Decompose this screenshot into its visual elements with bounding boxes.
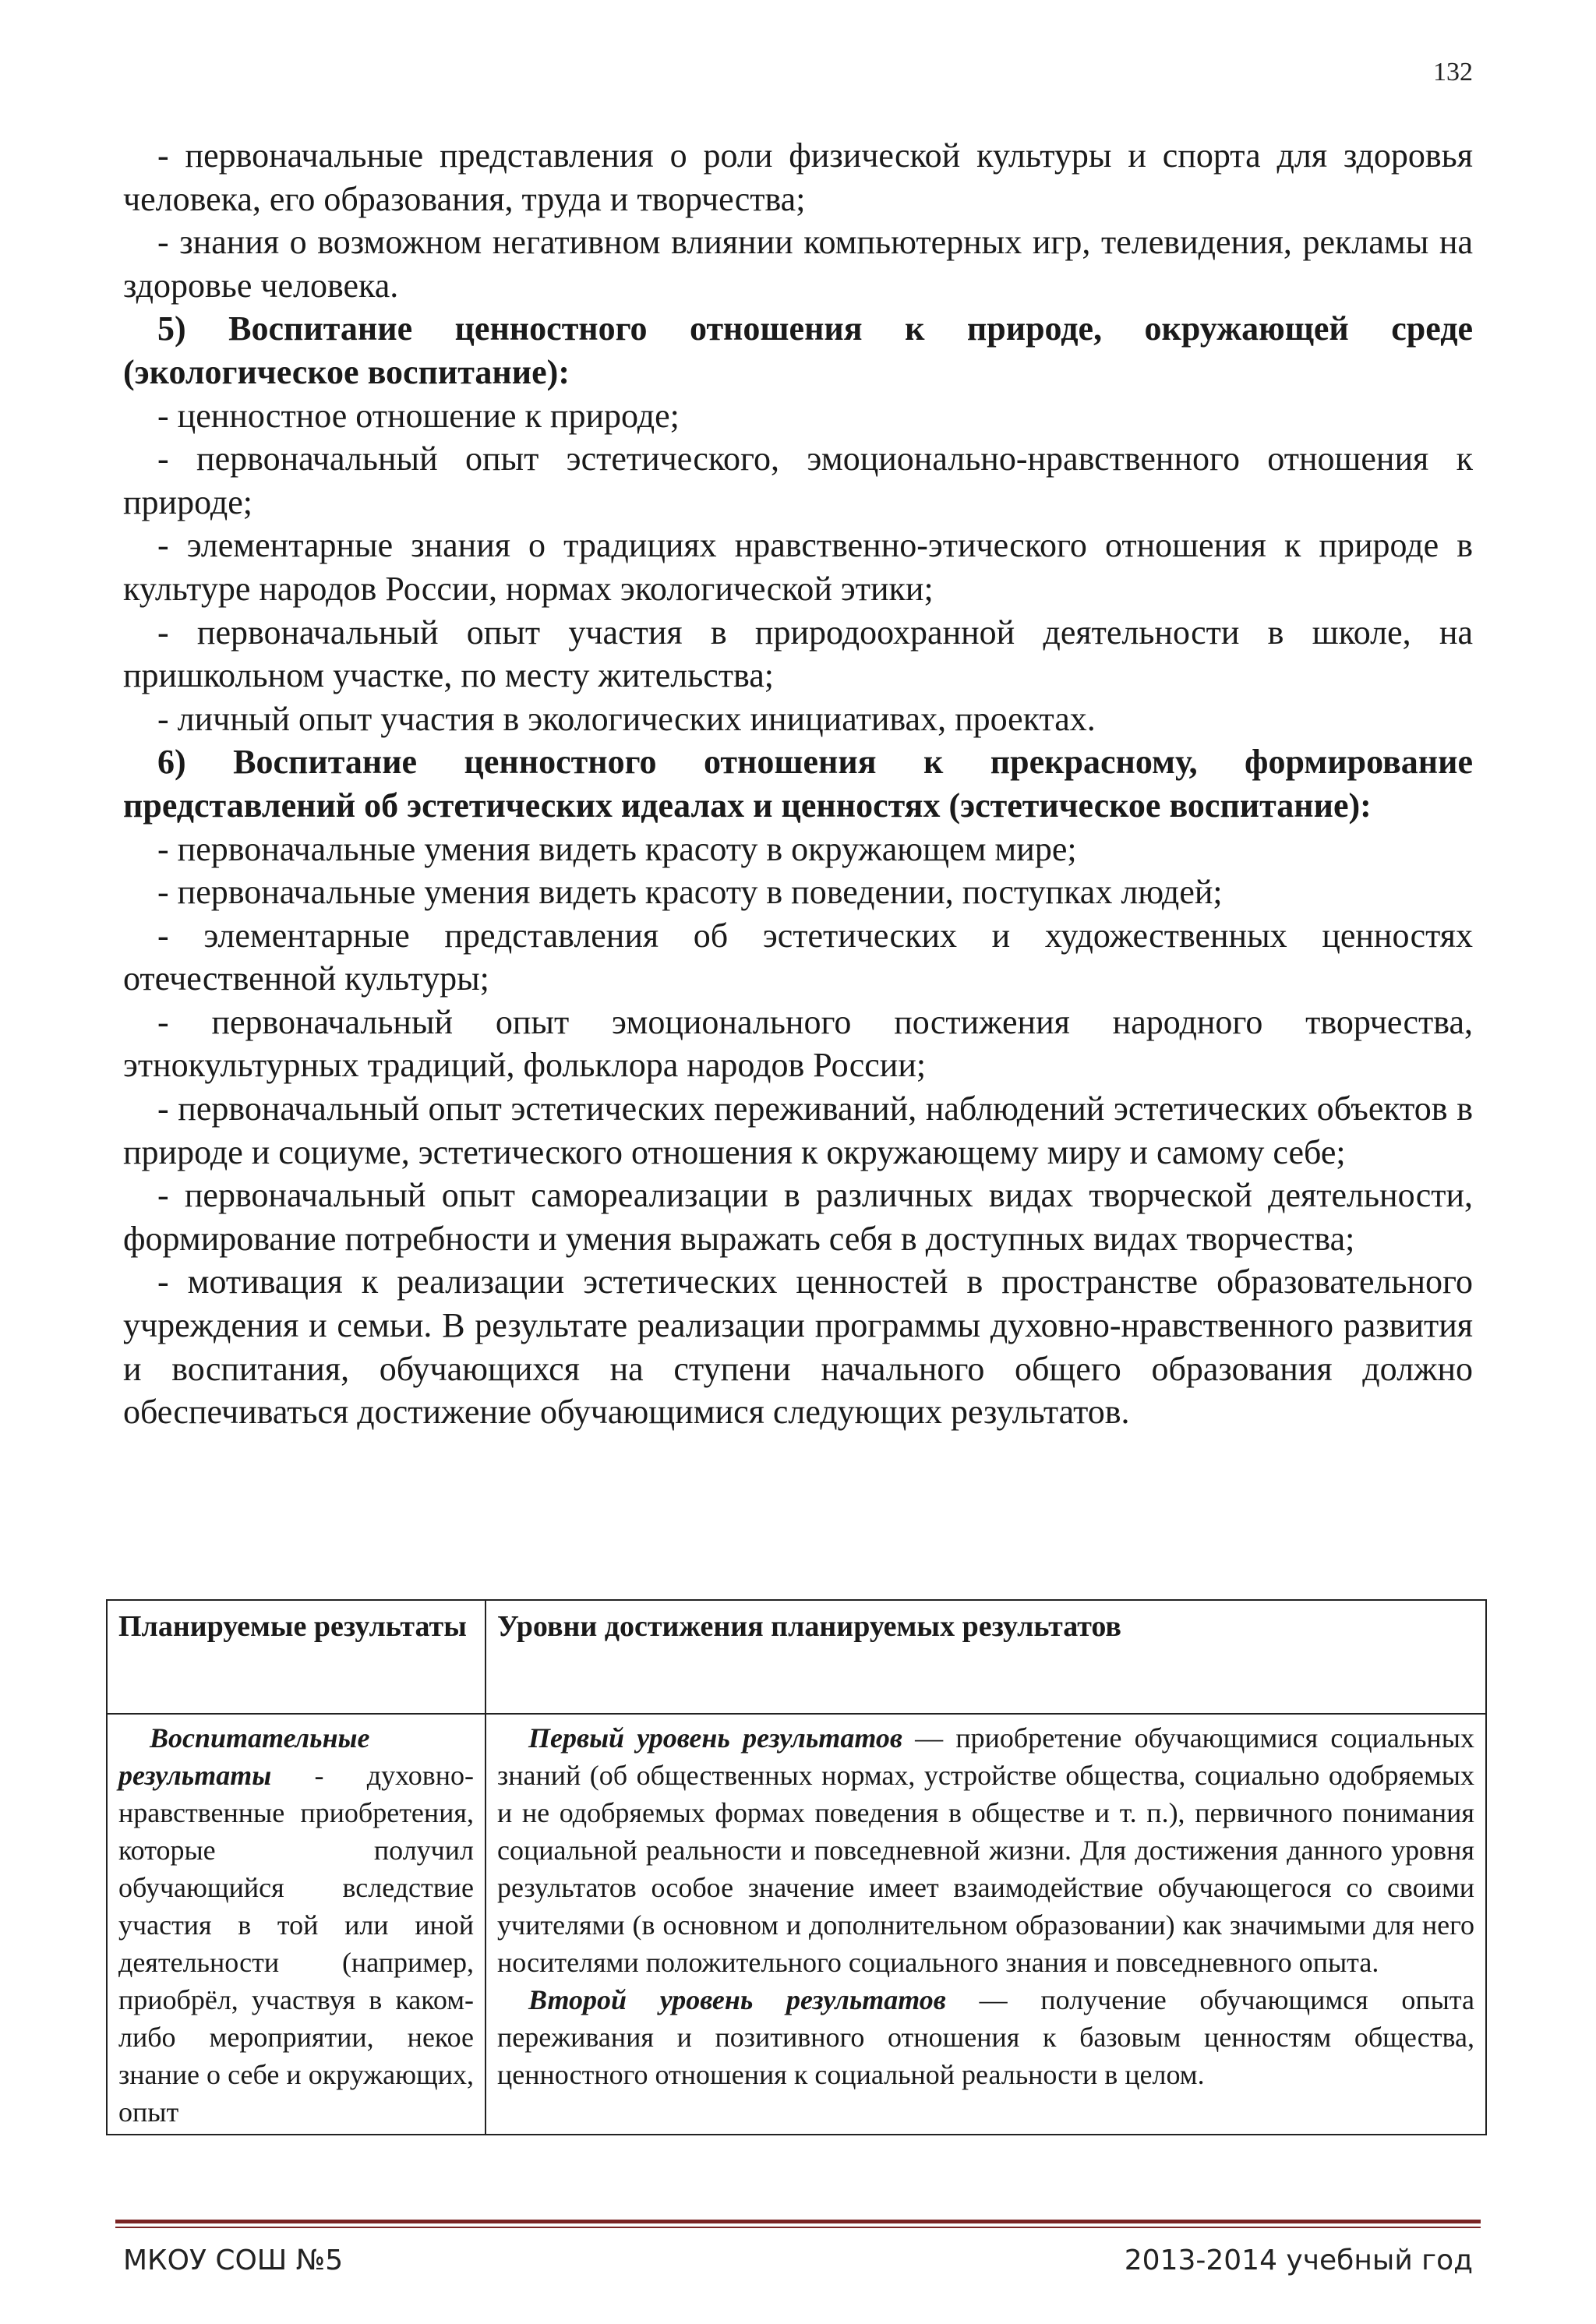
level-one-text: — приобретение обучающимися социальных знаний (об общественных нормах, устройстве общества, социально одобряемых и не одобряемых формах поведения в обществе и т. п.), первичного понимания социальной реальности и повседневной жизни. Для достижения данного уровня результатов особое значение имеет взаимодействие обучающегося со своими учителями (в основном и дополнительном образовании) как значимыми для него носителями положительного социального знания и повседневного опыта. — [497, 1722, 1474, 1978]
educational-results-text: - духовно-нравственные приобретения, которые получил обучающийся вследствие участия в той или иной деятельности (например, приобрёл, участвуя в каком-либо мероприятии, некое знание о себе и окружающих, опыт — [118, 1760, 474, 2128]
header-achievement-levels: Уровни достижения планируемых результатов — [486, 1600, 1486, 1714]
list-item: - первоначальный опыт участия в природоохранной деятельности в школе, на пришкольном участке, по месту жительства; — [123, 613, 1473, 695]
level-two-text: — получение обучающимся опыта переживания и позитивного отношения к базовым ценностям общества, ценностного отношения к социальной реальности в целом. — [497, 1984, 1474, 2090]
educational-results-term: Воспитательные результаты — [118, 1722, 370, 1791]
footer-year: 2013-2014 учебный год — [1124, 2245, 1473, 2276]
header-planned-results: Планируемые результаты — [107, 1600, 486, 1714]
list-item: - знания о возможном негативном влиянии компьютерных игр, телевидения, рекламы на здоровье человека. — [123, 223, 1473, 305]
list-item: - элементарные представления об эстетических и художественных ценностях отечественной культуры; — [123, 916, 1473, 998]
footer-school: МКОУ СОШ №5 — [123, 2245, 344, 2276]
page-number: 132 — [1433, 58, 1473, 87]
list-item: - первоначальные представления о роли физической культуры и спорта для здоровья человека, его образования, труда и творчества; — [123, 136, 1473, 218]
level-two-term: Второй уровень результатов — [528, 1984, 946, 2015]
list-item: - первоначальный опыт эмоционального постижения народного творчества, этнокультурных традиций, фольклора народов России; — [123, 1002, 1473, 1085]
results-table — [106, 1599, 1487, 2135]
list-item: - первоначальный опыт самореализации в различных видах творческой деятельности, формирование потребности и умения выражать себя в доступных видах творчества; — [123, 1176, 1473, 1258]
footer-rule — [115, 2220, 1481, 2223]
cell-educational-results — [107, 1714, 486, 2135]
list-item: - личный опыт участия в экологических инициативах, проектах. — [157, 699, 1096, 738]
section-heading: 6) Воспитание ценностного отношения к прекрасному, формирование представлений об эстетических идеалах и ценностях (эстетическое воспитание): — [123, 743, 1473, 825]
footer-rule-thin — [115, 2227, 1481, 2228]
list-item: - первоначальный опыт эстетических переживаний, наблюдений эстетических объектов в природе и социуме, эстетического отношения к окружающему миру и самому себе; — [123, 1090, 1473, 1171]
list-item: - ценностное отношение к природе; — [157, 396, 680, 435]
list-item: - первоначальные умения видеть красоту в окружающем мире; — [157, 829, 1077, 868]
table-header-row — [107, 1600, 1486, 1714]
table-row — [107, 1714, 1486, 2135]
list-item: - элементарные знания о традициях нравственно-этического отношения к природе в культуре народов России, нормах экологической этики; — [123, 526, 1473, 608]
level-one-term: Первый уровень результатов — [528, 1722, 902, 1754]
level-one-paragraph — [497, 1719, 1474, 1981]
list-item: - мотивация к реализации эстетических ценностей в пространстве образовательного учреждения и семьи. В результате реализации программы духовно-нравственного развития и воспитания, обучающихся на ступени начального общего образования должно обеспечиваться достижение обучающимися следующих результатов. — [123, 1263, 1473, 1432]
body-text — [123, 134, 1473, 1434]
level-two-paragraph — [497, 1981, 1474, 2093]
list-item: - первоначальные умения видеть красоту в поведении, поступках людей; — [157, 873, 1223, 912]
section-heading: 5) Воспитание ценностного отношения к природе, окружающей среде (экологическое воспитание): — [123, 309, 1473, 391]
cell-levels — [486, 1714, 1486, 2135]
list-item: - первоначальный опыт эстетического, эмоционально-нравственного отношения к природе; — [123, 440, 1473, 521]
